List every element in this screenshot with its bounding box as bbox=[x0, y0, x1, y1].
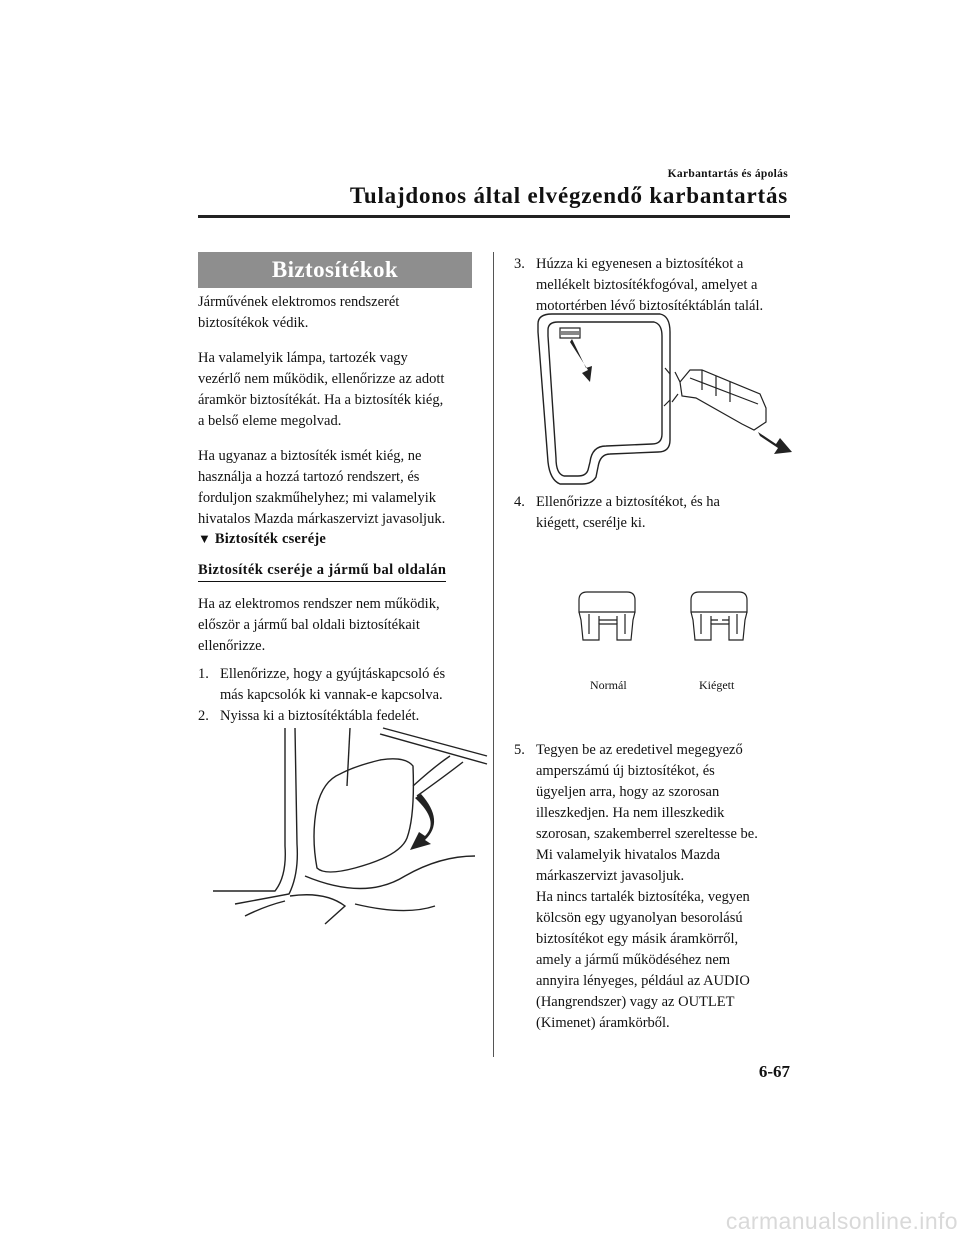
text-line: (Kimenet) áramkörből. bbox=[536, 1015, 670, 1031]
step-number: 1. bbox=[198, 666, 209, 682]
page-number: 6-67 bbox=[758, 1062, 790, 1081]
left-side-paragraph bbox=[198, 594, 474, 657]
text-line: amely a jármű működéséhez nem bbox=[536, 952, 731, 968]
fuse-puller-tool bbox=[664, 368, 766, 430]
text-line: más kapcsolók ki vannak-e kapcsolva. bbox=[220, 687, 443, 703]
step-5 bbox=[514, 740, 794, 1034]
text-line: Ha nincs tartalék biztosítéka, vegyen bbox=[536, 889, 750, 905]
step-number: 5. bbox=[514, 742, 525, 758]
text-line: hivatalos Mazda márkaszervizt javasoljuk. bbox=[198, 511, 446, 527]
text-line: biztosítékot egy másik áramkörről, bbox=[536, 931, 739, 947]
normal-fuse-icon bbox=[579, 592, 635, 640]
blown-caption: Kiégett bbox=[699, 678, 735, 692]
text-line: (Hangrendszer) vagy az OUTLET bbox=[536, 994, 735, 1010]
text-line: Ha valamelyik lámpa, tartozék vagy bbox=[198, 350, 408, 366]
intro-paragraph bbox=[198, 292, 474, 334]
text-line: szorosan, szakemberrel szereltesse be. bbox=[536, 826, 758, 842]
text-line: amperszámú új biztosítékot, és bbox=[536, 763, 715, 779]
text-line: kölcsön egy ugyanolyan besorolású bbox=[536, 910, 743, 926]
subsection-heading-2 bbox=[198, 561, 474, 582]
subsection-heading bbox=[198, 531, 474, 548]
text-line: Ha ugyanaz a biztosíték ismét kiég, ne bbox=[198, 448, 422, 464]
step-2 bbox=[198, 706, 474, 727]
section-banner: Biztosítékok bbox=[198, 252, 472, 288]
step-number: 3. bbox=[514, 256, 525, 272]
text-line: Ellenőrizze, hogy a gyújtáskapcsoló és bbox=[220, 666, 446, 682]
page-title: Tulajdonos által elvégzendő karbantartás bbox=[349, 183, 788, 208]
text-line: annyira lényeges, például az AUDIO bbox=[536, 973, 750, 989]
text-line: használja a hozzá tartozó rendszert, és bbox=[198, 469, 420, 485]
text-line: forduljon szakműhelyhez; mi valamelyik bbox=[198, 490, 436, 506]
fuse-puller-illustration bbox=[530, 312, 800, 487]
step-number: 2. bbox=[198, 708, 209, 724]
blown-fuse-icon bbox=[691, 592, 747, 640]
underlined-heading: Biztosíték cseréje a jármű bal oldalán bbox=[198, 562, 446, 582]
text-line: áramkör biztosítékát. Ha a biztosíték kiég, bbox=[198, 392, 444, 408]
header-rule bbox=[198, 215, 790, 218]
text-line: vezérlő nem működik, ellenőrizze az adott bbox=[198, 371, 445, 387]
triangle-marker-icon: ▼ bbox=[198, 531, 212, 546]
chapter-label: Karbantartás és ápolás bbox=[667, 168, 788, 180]
normal-caption: Normál bbox=[590, 678, 627, 692]
text-line: Mi valamelyik hivatalos Mazda bbox=[536, 847, 721, 863]
text-line: ügyeljen arra, hogy az szorosan bbox=[536, 784, 720, 800]
text-line: Járművének elektromos rendszerét bbox=[198, 294, 400, 310]
pull-arrow-icon bbox=[758, 432, 792, 454]
step-3 bbox=[514, 254, 794, 317]
pointer-arrow-icon bbox=[570, 339, 592, 382]
step-4 bbox=[514, 492, 794, 534]
text-line: Nyissa ki a biztosítéktábla fedelét. bbox=[220, 708, 420, 724]
text-line: Húzza ki egyenesen a biztosítékot a bbox=[536, 256, 744, 272]
step-number: 4. bbox=[514, 494, 525, 510]
fuse-panel-cover-illustration bbox=[205, 726, 490, 926]
step-1 bbox=[198, 664, 474, 706]
text-line: Ha az elektromos rendszer nem működik, bbox=[198, 596, 440, 612]
column-divider bbox=[493, 252, 494, 1057]
text-line: biztosítékok védik. bbox=[198, 315, 309, 331]
text-line: először a jármű bal oldali biztosítékait bbox=[198, 617, 420, 633]
text-line: Tegyen be az eredetivel megegyező bbox=[536, 742, 743, 758]
text-line: illeszkedjen. Ha nem illeszkedik bbox=[536, 805, 725, 821]
text-line: motortérben lévő biztosítéktáblán talál. bbox=[536, 298, 764, 314]
text-line: Ellenőrizze a biztosítékot, és ha bbox=[536, 494, 720, 510]
text-line: ellenőrizze. bbox=[198, 638, 266, 654]
text-line: márkaszervizt javasoljuk. bbox=[536, 868, 685, 884]
text-line: a belső eleme megolvad. bbox=[198, 413, 342, 429]
lamp-paragraph bbox=[198, 348, 474, 432]
text-line: kiégett, cserélje ki. bbox=[536, 515, 646, 531]
repeat-paragraph bbox=[198, 446, 474, 530]
fuse-comparison-illustration bbox=[575, 590, 755, 650]
text-line: mellékelt biztosítékfogóval, amelyet a bbox=[536, 277, 758, 293]
site-watermark: carmanualsonline.info bbox=[725, 1208, 958, 1234]
subsection-heading-text: Biztosíték cseréje bbox=[214, 531, 326, 547]
